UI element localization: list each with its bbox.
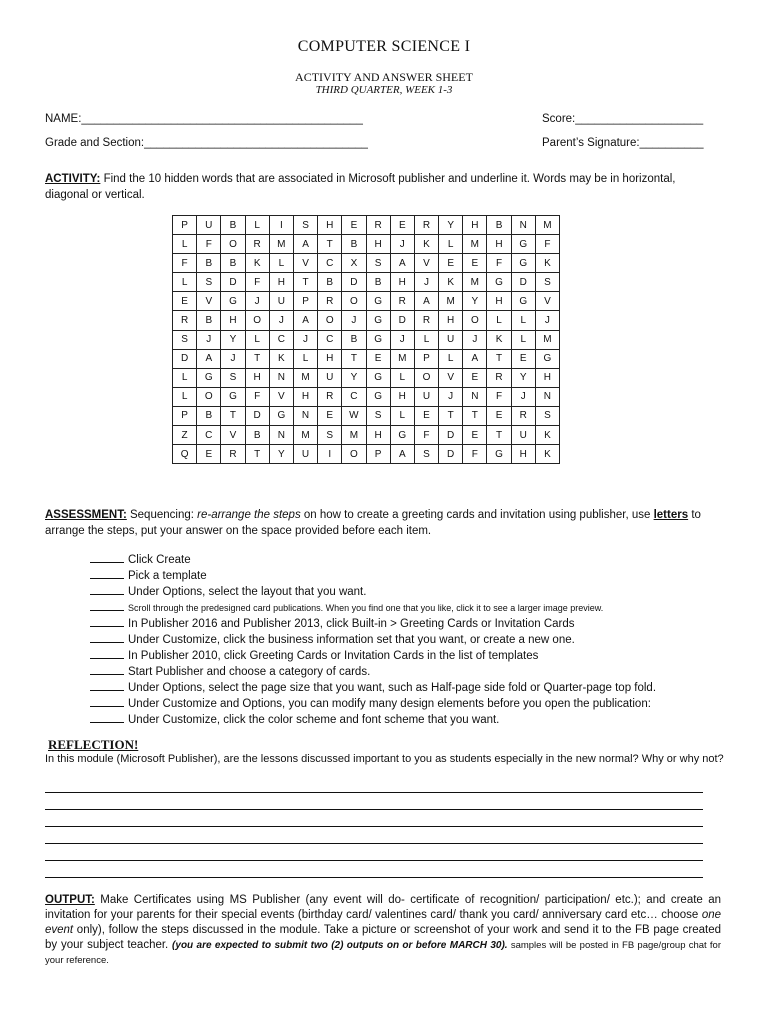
grid-cell[interactable]: N [511,216,535,235]
step-item [90,599,730,615]
grid-cell[interactable]: H [390,387,414,406]
grid-cell[interactable]: A [390,254,414,273]
grid-cell[interactable]: L [439,349,463,368]
grid-cell[interactable]: T [293,273,317,292]
grid-cell[interactable]: S [535,273,559,292]
grid-cell[interactable]: R [173,311,197,330]
grid-cell[interactable]: G [197,368,221,387]
grid-cell[interactable]: T [221,406,245,425]
grid-cell[interactable]: H [318,216,342,235]
grid-cell[interactable]: B [197,254,221,273]
steps-list [90,551,730,727]
activity-instructions [45,171,685,203]
grid-cell[interactable]: L [293,349,317,368]
step-item [90,631,730,647]
grid-cell[interactable]: K [439,273,463,292]
grid-cell[interactable]: G [366,292,390,311]
grid-cell[interactable]: P [173,406,197,425]
grid-cell[interactable]: K [535,445,559,464]
grid-cell[interactable]: T [463,406,487,425]
grid-row [173,273,560,292]
grid-cell[interactable]: G [366,387,390,406]
assessment-emphasis: re-arrange the steps [197,509,301,521]
grid-cell[interactable]: R [487,368,511,387]
grid-cell[interactable]: E [342,216,366,235]
grid-cell[interactable]: Y [463,292,487,311]
assessment-text-2: on how to create a greeting cards and invitation using publisher, use [300,509,654,521]
step-text: In Publisher 2010, click Greeting Cards or Invitation Cards in the list of templates [128,650,539,662]
grid-row [173,368,560,387]
grid-cell[interactable]: C [269,330,293,349]
grid-cell[interactable]: U [269,292,293,311]
grid-cell[interactable]: V [293,254,317,273]
grid-cell[interactable]: M [535,330,559,349]
grid-cell[interactable]: L [245,216,269,235]
answer-line[interactable] [45,809,703,810]
grid-cell[interactable]: G [221,292,245,311]
grid-cell[interactable]: L [439,235,463,254]
grid-cell[interactable]: M [293,426,317,445]
grid-cell[interactable]: S [366,406,390,425]
grid-cell[interactable]: B [197,406,221,425]
grid-cell[interactable]: T [487,349,511,368]
grid-cell[interactable]: U [439,330,463,349]
grid-cell[interactable]: I [318,445,342,464]
grid-cell[interactable]: J [269,311,293,330]
grid-cell[interactable]: S [414,445,438,464]
step-text: In Publisher 2016 and Publisher 2013, click Built-in > Greeting Cards or Invitation Cards [128,618,575,630]
grid-cell[interactable]: U [414,387,438,406]
grid-cell[interactable]: E [511,349,535,368]
grid-cell[interactable]: N [269,368,293,387]
grid-cell[interactable]: V [269,387,293,406]
grid-cell[interactable]: V [414,254,438,273]
grid-cell[interactable]: D [342,273,366,292]
grid-cell[interactable]: O [342,445,366,464]
grid-cell[interactable]: R [245,235,269,254]
grid-cell[interactable]: L [173,368,197,387]
grid-cell[interactable]: D [439,445,463,464]
grid-cell[interactable]: K [487,330,511,349]
grid-cell[interactable]: Z [173,426,197,445]
grid-cell[interactable]: K [535,254,559,273]
grid-cell[interactable]: F [197,235,221,254]
grid-cell[interactable]: J [463,330,487,349]
grid-cell[interactable]: O [245,311,269,330]
grid-cell[interactable]: H [366,235,390,254]
quarter-week: THIRD QUARTER, WEEK 1-3 [315,84,453,96]
step-item [90,647,730,663]
grid-cell[interactable]: G [366,368,390,387]
grid-cell[interactable]: A [463,349,487,368]
grid-cell[interactable]: B [245,426,269,445]
grid-cell[interactable]: S [535,406,559,425]
grid-cell[interactable]: A [293,311,317,330]
grid-cell[interactable]: T [245,349,269,368]
step-item [90,583,730,599]
grade-section-field[interactable]: Grade and Section:___________________________________ [45,137,368,149]
grid-row [173,426,560,445]
grid-cell[interactable]: U [197,216,221,235]
grid-cell[interactable]: T [342,349,366,368]
score-field[interactable]: Score:____________________ [542,113,704,125]
grid-cell[interactable]: H [318,349,342,368]
page-title: COMPUTER SCIENCE I [297,38,471,55]
grid-cell[interactable]: E [197,445,221,464]
grid-cell[interactable]: V [439,368,463,387]
grid-cell[interactable]: U [293,445,317,464]
grid-cell[interactable]: M [439,292,463,311]
grid-cell[interactable]: V [197,292,221,311]
step-item [90,615,730,631]
grid-row [173,216,560,235]
grid-cell[interactable]: F [487,387,511,406]
assessment-instructions [45,507,713,539]
grid-cell[interactable]: H [293,387,317,406]
grid-cell[interactable]: H [366,426,390,445]
grid-cell[interactable]: E [318,406,342,425]
output-text-2: only), follow the steps discussed in the module. Take a picture or screenshot of your work and send it to the FB page created by your subject teacher. [45,924,721,951]
grid-cell[interactable]: B [197,311,221,330]
step-item [90,663,730,679]
grid-cell[interactable]: D [439,426,463,445]
grid-cell[interactable]: S [293,216,317,235]
grid-cell[interactable]: L [173,273,197,292]
grid-cell[interactable]: A [197,349,221,368]
grid-cell[interactable]: F [463,445,487,464]
grid-cell[interactable]: A [390,445,414,464]
activity-text: Find the 10 hidden words that are associated in Microsoft publisher and underline it. Words may be in horizontal, diagonal or vertical. [45,173,676,201]
answer-line[interactable] [45,860,703,861]
grid-cell[interactable]: H [245,368,269,387]
answer-line[interactable] [45,877,703,878]
grid-cell[interactable]: E [390,216,414,235]
grid-cell[interactable]: B [221,216,245,235]
grid-cell[interactable]: H [221,311,245,330]
grid-cell[interactable]: D [390,311,414,330]
grid-cell[interactable]: L [511,311,535,330]
grid-row [173,387,560,406]
answer-line[interactable] [45,792,703,793]
grid-cell[interactable]: M [293,368,317,387]
grid-cell[interactable]: J [535,311,559,330]
grid-row [173,445,560,464]
answer-blank[interactable] [90,551,124,563]
grid-cell[interactable]: G [269,406,293,425]
answer-blank[interactable] [90,663,124,675]
grid-cell[interactable]: B [342,330,366,349]
assessment-text-1: Sequencing: [126,509,198,521]
grid-cell[interactable]: C [318,330,342,349]
grid-cell[interactable]: M [390,349,414,368]
output-label: OUTPUT: [45,894,95,906]
grid-cell[interactable]: J [511,387,535,406]
grid-cell[interactable]: F [535,235,559,254]
reflection-heading: REFLECTION! [48,737,139,752]
grid-cell[interactable]: S [318,426,342,445]
grid-cell[interactable]: G [366,330,390,349]
grid-cell[interactable]: G [535,349,559,368]
grid-cell[interactable]: E [439,254,463,273]
grid-cell[interactable]: H [269,273,293,292]
answer-blank[interactable] [90,567,124,579]
grid-cell[interactable]: E [463,368,487,387]
grid-cell[interactable]: O [342,292,366,311]
grid-cell[interactable]: H [463,216,487,235]
step-item [90,567,730,583]
step-text: Pick a template [128,570,207,582]
step-item [90,551,730,567]
grid-cell[interactable]: H [511,445,535,464]
grid-cell[interactable]: N [535,387,559,406]
grid-cell[interactable]: V [535,292,559,311]
grid-cell[interactable]: B [318,273,342,292]
grid-cell[interactable]: T [439,406,463,425]
grid-cell[interactable]: C [318,254,342,273]
answer-line[interactable] [45,843,703,844]
grid-row [173,235,560,254]
grid-cell[interactable]: Y [342,368,366,387]
grid-cell[interactable]: L [487,311,511,330]
grid-cell[interactable]: J [390,235,414,254]
step-text: Start Publisher and choose a category of cards. [128,666,371,678]
grid-cell[interactable]: C [197,426,221,445]
grid-cell[interactable]: R [511,406,535,425]
grid-cell[interactable]: U [318,368,342,387]
grid-cell[interactable]: M [463,273,487,292]
grid-cell[interactable]: Y [269,445,293,464]
assessment-label: ASSESSMENT: [45,509,127,521]
grid-cell[interactable]: P [414,349,438,368]
grid-row [173,292,560,311]
grid-cell[interactable]: P [366,445,390,464]
grid-cell[interactable]: A [293,235,317,254]
grid-cell[interactable]: Y [221,330,245,349]
output-deadline: (you are expected to submit two (2) outputs on or before MARCH 30). [172,940,508,951]
grid-cell[interactable]: H [439,311,463,330]
grid-cell[interactable]: A [414,292,438,311]
activity-label: ACTIVITY: [45,173,101,185]
grid-cell[interactable]: L [414,330,438,349]
answer-blank[interactable] [90,631,124,643]
grid-cell[interactable]: O [197,387,221,406]
grid-cell[interactable]: G [487,273,511,292]
grid-cell[interactable]: B [221,254,245,273]
grid-cell[interactable]: V [221,426,245,445]
grid-cell[interactable]: F [414,426,438,445]
grid-cell[interactable]: S [173,330,197,349]
grid-cell[interactable]: P [293,292,317,311]
step-item [90,679,730,695]
grid-cell[interactable]: W [342,406,366,425]
grid-cell[interactable]: E [487,406,511,425]
grid-cell[interactable]: R [318,387,342,406]
grid-cell[interactable]: R [366,216,390,235]
grid-cell[interactable]: L [511,330,535,349]
answer-blank[interactable] [90,615,124,627]
grid-cell[interactable]: O [463,311,487,330]
grid-cell[interactable]: L [173,387,197,406]
grid-cell[interactable]: Y [511,368,535,387]
grid-row [173,254,560,273]
step-text: Click Create [128,554,191,566]
step-text: Under Customize, click the business information set that you want, or create a new one. [128,634,575,646]
output-note: samples will be posted in FB page/group chat for your reference. [45,940,722,966]
grid-cell[interactable]: O [414,368,438,387]
answer-blank[interactable] [90,647,124,659]
grid-cell[interactable]: F [245,273,269,292]
grid-cell[interactable]: B [342,235,366,254]
grid-cell[interactable]: J [342,311,366,330]
grid-cell[interactable]: R [221,445,245,464]
grid-cell[interactable]: N [293,406,317,425]
grid-cell[interactable]: O [318,311,342,330]
grid-cell[interactable]: R [390,292,414,311]
grid-cell[interactable]: S [197,273,221,292]
grid-cell[interactable]: B [366,273,390,292]
answer-blank[interactable] [90,599,124,611]
grid-cell[interactable]: G [221,387,245,406]
grid-cell[interactable]: G [487,445,511,464]
grid-cell[interactable]: E [463,426,487,445]
parent-signature-field[interactable]: Parent’s Signature:__________ [542,137,704,149]
grid-cell[interactable]: S [221,368,245,387]
grid-cell[interactable]: N [463,387,487,406]
grid-cell[interactable]: Y [439,216,463,235]
grid-cell[interactable]: D [511,273,535,292]
grid-cell[interactable]: M [463,235,487,254]
output-text-1: Make Certificates using MS Publisher (any event will do- certificate of recognition/ participation/ etc.); and create an invitation for your parents for their special events (birthday card/ valentines card/ thank you card/ anniversary card etc… choose [45,894,721,921]
grid-cell[interactable]: J [390,330,414,349]
grid-cell[interactable]: S [366,254,390,273]
grid-cell[interactable]: H [487,235,511,254]
grid-row [173,349,560,368]
grid-cell[interactable]: R [414,216,438,235]
grid-row [173,311,560,330]
grid-cell[interactable]: J [414,273,438,292]
step-text: Under Options, select the layout that you want. [128,586,367,598]
step-item [90,711,730,727]
grid-cell[interactable]: H [487,292,511,311]
grid-cell[interactable]: F [487,254,511,273]
grid-cell[interactable]: H [535,368,559,387]
word-search-grid [172,215,560,464]
grid-cell[interactable]: L [269,254,293,273]
grid-cell[interactable]: F [173,254,197,273]
grid-cell[interactable]: J [293,330,317,349]
grid-cell[interactable]: G [390,426,414,445]
step-item [90,695,730,711]
grid-cell[interactable]: B [487,216,511,235]
grid-cell[interactable]: H [390,273,414,292]
answer-blank[interactable] [90,711,124,723]
answer-blank[interactable] [90,583,124,595]
grid-cell[interactable]: C [342,387,366,406]
grid-cell[interactable]: E [414,406,438,425]
grid-cell[interactable]: T [245,445,269,464]
grid-cell[interactable]: K [245,254,269,273]
answer-blank[interactable] [90,695,124,707]
grid-cell[interactable]: D [245,406,269,425]
grid-cell[interactable]: N [269,426,293,445]
grid-cell[interactable]: P [173,216,197,235]
grid-cell[interactable]: R [318,292,342,311]
output-emphasis: one event [45,909,721,936]
grid-cell[interactable]: X [342,254,366,273]
grid-cell[interactable]: E [366,349,390,368]
answer-blank[interactable] [90,679,124,691]
grid-cell[interactable]: I [269,216,293,235]
grid-cell[interactable]: K [414,235,438,254]
assessment-letters: letters [653,509,689,521]
grid-cell[interactable]: T [318,235,342,254]
grid-cell[interactable]: K [535,426,559,445]
answer-line[interactable] [45,826,703,827]
grid-cell[interactable]: U [511,426,535,445]
grid-cell[interactable]: E [463,254,487,273]
step-text: Under Customize, click the color scheme and font scheme that you want. [128,714,500,726]
grid-cell[interactable]: L [390,406,414,425]
step-text: Under Options, select the page size that you want, such as Half-page side fold or Quarter-page top fold. [128,682,657,694]
grid-cell[interactable]: G [511,254,535,273]
grid-cell[interactable]: L [390,368,414,387]
grid-cell[interactable]: L [245,330,269,349]
output-instructions [45,893,721,968]
grid-cell[interactable]: D [173,349,197,368]
sheet-subtitle: ACTIVITY AND ANSWER SHEET [295,70,473,84]
grid-cell[interactable]: D [221,273,245,292]
grid-cell[interactable]: J [221,349,245,368]
grid-cell[interactable]: E [173,292,197,311]
grid-cell[interactable]: O [221,235,245,254]
grid-cell[interactable]: T [487,426,511,445]
grid-cell[interactable]: F [245,387,269,406]
grid-cell[interactable]: J [439,387,463,406]
grid-row [173,406,560,425]
step-text: Scroll through the predesigned card publications. When you find one that you like, click it to see a larger image preview. [128,603,604,613]
grid-cell[interactable]: J [245,292,269,311]
grid-cell[interactable]: G [511,292,535,311]
grid-cell[interactable]: M [269,235,293,254]
grid-cell[interactable]: M [342,426,366,445]
grid-cell[interactable]: J [197,330,221,349]
reflection-question: In this module (Microsoft Publisher), are the lessons discussed important to you as students especially in the new normal? Why or why not? [45,753,724,765]
grid-cell[interactable]: M [535,216,559,235]
name-field[interactable]: NAME:____________________________________________ [45,113,363,125]
grid-cell[interactable]: G [366,311,390,330]
grid-cell[interactable]: L [173,235,197,254]
grid-cell[interactable]: K [269,349,293,368]
grid-row [173,330,560,349]
assessment-text-3: to arrange the steps, put your answer on the space provided before each item. [45,509,701,537]
step-text: Under Customize and Options, you can modify many design elements before you open the publication: [128,698,651,710]
grid-cell[interactable]: G [511,235,535,254]
grid-cell[interactable]: R [414,311,438,330]
grid-cell[interactable]: Q [173,445,197,464]
